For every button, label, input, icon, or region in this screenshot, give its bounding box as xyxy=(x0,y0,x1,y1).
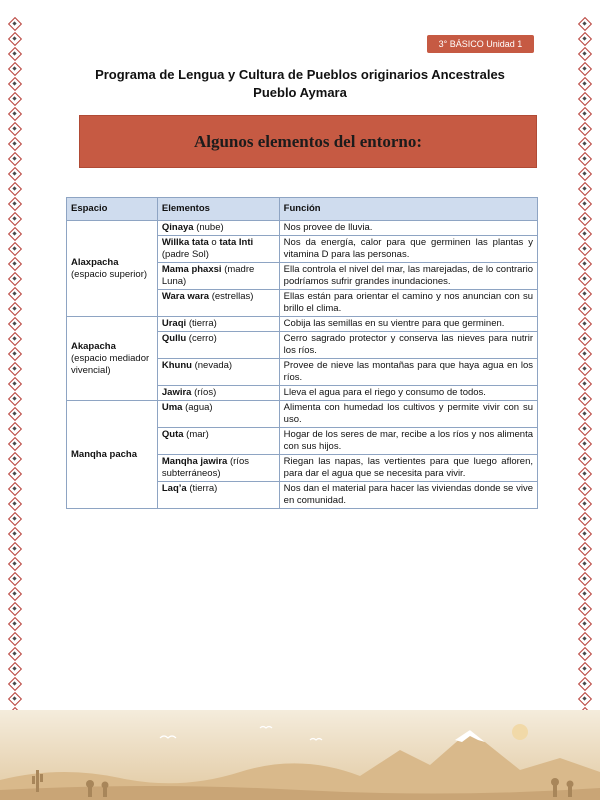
andean-diamond-pattern-icon xyxy=(9,48,21,60)
andean-diamond-pattern-icon xyxy=(579,618,591,630)
element-cell xyxy=(157,428,279,455)
element-gloss: (nube) xyxy=(196,222,224,233)
element-term: Laq’a xyxy=(161,483,187,494)
andean-diamond-pattern-icon xyxy=(9,543,21,555)
andean-diamond-pattern-icon xyxy=(9,678,21,690)
andean-diamond-pattern-icon xyxy=(9,138,21,150)
andean-diamond-pattern-icon xyxy=(579,78,591,90)
element-gloss: (ríos subterráneos) xyxy=(161,456,249,479)
andean-diamond-pattern-icon xyxy=(9,693,21,705)
andean-diamond-pattern-icon xyxy=(9,423,21,435)
andean-diamond-pattern-icon xyxy=(9,453,21,465)
element-gloss: (estrellas) xyxy=(211,291,254,302)
andean-diamond-pattern-icon xyxy=(579,603,591,615)
andean-diamond-pattern-icon xyxy=(579,153,591,165)
andean-diamond-pattern-icon xyxy=(579,633,591,645)
element-cell xyxy=(157,290,279,317)
andean-diamond-pattern-icon xyxy=(9,468,21,480)
andean-diamond-pattern-icon xyxy=(9,303,21,315)
andean-diamond-pattern-icon xyxy=(579,63,591,75)
andean-diamond-pattern-icon xyxy=(9,153,21,165)
element-gloss: (agua) xyxy=(185,402,213,413)
andean-diamond-pattern-icon xyxy=(9,498,21,510)
space-cell xyxy=(67,221,158,317)
element-gloss: (cerro) xyxy=(188,333,217,344)
table-header-row xyxy=(67,198,538,221)
andean-diamond-pattern-icon xyxy=(9,663,21,675)
element-cell xyxy=(157,263,279,290)
andean-diamond-pattern-icon xyxy=(9,258,21,270)
andean-diamond-pattern-icon xyxy=(9,228,21,240)
program-title-line1: Programa de Lengua y Cultura de Pueblos originarios Ancestrales xyxy=(95,67,505,82)
header-function: Función xyxy=(279,198,537,221)
andean-diamond-pattern-icon xyxy=(579,498,591,510)
andean-diamond-pattern-icon xyxy=(579,663,591,675)
space-cell xyxy=(67,401,158,509)
andean-diamond-pattern-icon xyxy=(579,303,591,315)
andean-diamond-pattern-icon xyxy=(9,78,21,90)
element-connector: o xyxy=(211,237,217,248)
space-note: (espacio mediador vivencial) xyxy=(71,352,150,376)
section-title: Algunos elementos del entorno: xyxy=(193,131,423,151)
andean-diamond-pattern-icon xyxy=(9,108,21,120)
andean-diamond-pattern-icon xyxy=(579,138,591,150)
table-row xyxy=(67,317,538,332)
andean-diamond-pattern-icon xyxy=(579,468,591,480)
function-cell: Nos provee de lluvia. xyxy=(279,221,537,236)
element-term: Jawira xyxy=(161,387,192,398)
andean-diamond-pattern-icon xyxy=(9,648,21,660)
andean-diamond-pattern-icon xyxy=(579,243,591,255)
andean-diamond-pattern-icon xyxy=(9,243,21,255)
andean-diamond-pattern-icon xyxy=(579,543,591,555)
andean-landscape-illustration-icon xyxy=(0,710,600,800)
andean-diamond-pattern-icon xyxy=(579,438,591,450)
right-border-pattern xyxy=(574,0,596,763)
andean-diamond-pattern-icon xyxy=(579,573,591,585)
andean-diamond-pattern-icon xyxy=(579,513,591,525)
andean-diamond-pattern-icon xyxy=(579,228,591,240)
andean-diamond-pattern-icon xyxy=(579,558,591,570)
andean-diamond-pattern-icon xyxy=(579,588,591,600)
element-term-alt: tata Inti xyxy=(219,237,254,248)
function-cell: Ella controla el nivel del mar, las marejadas, de lo contrario podríamos sufrir grandes inundaciones. xyxy=(279,263,537,290)
element-term: Uma xyxy=(161,402,183,413)
andean-diamond-pattern-icon xyxy=(579,288,591,300)
andean-diamond-pattern-icon xyxy=(579,393,591,405)
element-cell xyxy=(157,359,279,386)
andean-diamond-pattern-icon xyxy=(579,348,591,360)
function-cell: Riegan las napas, las vertientes para que luego afloren, para dar el agua que se necesita para vivir. xyxy=(279,455,537,482)
andean-diamond-pattern-icon xyxy=(579,93,591,105)
andean-diamond-pattern-icon xyxy=(9,528,21,540)
header-space: Espacio xyxy=(67,198,158,221)
andean-diamond-pattern-icon xyxy=(9,603,21,615)
space-name: Akapacha xyxy=(71,340,116,352)
andean-diamond-pattern-icon xyxy=(9,393,21,405)
element-term: Khunu xyxy=(161,360,192,371)
andean-diamond-pattern-icon xyxy=(9,363,21,375)
table-row xyxy=(67,401,538,428)
andean-diamond-pattern-icon xyxy=(579,183,591,195)
element-term: Wara wara xyxy=(161,291,210,302)
element-term: Qinaya xyxy=(161,222,194,233)
function-cell: Cobija las semillas en su vientre para que germinen. xyxy=(279,317,537,332)
element-term: Manqha jawira xyxy=(161,456,228,467)
andean-diamond-pattern-icon xyxy=(9,318,21,330)
andean-diamond-pattern-icon xyxy=(579,678,591,690)
andean-diamond-pattern-icon xyxy=(579,318,591,330)
andean-diamond-pattern-icon xyxy=(9,483,21,495)
andean-diamond-pattern-icon xyxy=(579,378,591,390)
function-cell: Cerro sagrado protector y conserva las nieves para nutrir los ríos. xyxy=(279,332,537,359)
andean-diamond-pattern-icon xyxy=(9,348,21,360)
andean-diamond-pattern-icon xyxy=(9,168,21,180)
andean-diamond-pattern-icon xyxy=(579,33,591,45)
program-title xyxy=(60,66,540,102)
function-cell: Provee de nieve las montañas para que haya agua en los ríos. xyxy=(279,359,537,386)
andean-diamond-pattern-icon xyxy=(579,528,591,540)
andean-diamond-pattern-icon xyxy=(9,93,21,105)
andean-diamond-pattern-icon xyxy=(579,453,591,465)
andean-diamond-pattern-icon xyxy=(579,333,591,345)
andean-diamond-pattern-icon xyxy=(579,408,591,420)
elements-table xyxy=(66,197,538,509)
element-cell xyxy=(157,236,279,263)
element-cell xyxy=(157,455,279,482)
element-gloss: (tierra) xyxy=(188,318,217,329)
element-gloss: (madre Luna) xyxy=(161,264,255,287)
andean-diamond-pattern-icon xyxy=(9,33,21,45)
space-name: Manqha pacha xyxy=(71,448,137,460)
space-cell xyxy=(67,317,158,401)
andean-diamond-pattern-icon xyxy=(9,18,21,30)
andean-diamond-pattern-icon xyxy=(9,408,21,420)
function-cell: Nos da energía, calor para que germinen las plantas y vitamina D para las personas. xyxy=(279,236,537,263)
andean-diamond-pattern-icon xyxy=(579,693,591,705)
andean-diamond-pattern-icon xyxy=(9,558,21,570)
function-cell: Ellas están para orientar el camino y nos anuncian con su brillo el clima. xyxy=(279,290,537,317)
table-row xyxy=(67,221,538,236)
andean-diamond-pattern-icon xyxy=(579,108,591,120)
andean-diamond-pattern-icon xyxy=(579,198,591,210)
element-gloss: (ríos) xyxy=(194,387,217,398)
table-body xyxy=(67,221,538,509)
andean-diamond-pattern-icon xyxy=(9,333,21,345)
section-banner xyxy=(79,115,537,168)
andean-diamond-pattern-icon xyxy=(579,363,591,375)
andean-diamond-pattern-icon xyxy=(9,513,21,525)
function-cell: Alimenta con humedad los cultivos y permite vivir con su uso. xyxy=(279,401,537,428)
left-border-pattern xyxy=(4,0,26,763)
andean-diamond-pattern-icon xyxy=(9,198,21,210)
element-term: Mama phaxsi xyxy=(161,264,222,275)
andean-diamond-pattern-icon xyxy=(9,618,21,630)
space-name: Alaxpacha xyxy=(71,256,119,268)
grade-unit-badge: 3° BÁSICO Unidad 1 xyxy=(427,35,534,53)
andean-diamond-pattern-icon xyxy=(9,63,21,75)
element-cell xyxy=(157,386,279,401)
andean-diamond-pattern-icon xyxy=(9,633,21,645)
program-title-line2: Pueblo Aymara xyxy=(253,85,347,100)
andean-diamond-pattern-icon xyxy=(579,123,591,135)
function-cell: Hogar de los seres de mar, recibe a los ríos y nos alimenta con sus hijos. xyxy=(279,428,537,455)
andean-diamond-pattern-icon xyxy=(9,588,21,600)
element-gloss: (nevada) xyxy=(194,360,233,371)
andean-diamond-pattern-icon xyxy=(9,438,21,450)
element-term: Willka tata xyxy=(161,237,209,248)
andean-diamond-pattern-icon xyxy=(9,123,21,135)
andean-diamond-pattern-icon xyxy=(579,18,591,30)
element-cell xyxy=(157,482,279,509)
andean-diamond-pattern-icon xyxy=(579,48,591,60)
andean-diamond-pattern-icon xyxy=(9,288,21,300)
element-cell xyxy=(157,401,279,428)
andean-diamond-pattern-icon xyxy=(579,423,591,435)
space-note: (espacio superior) xyxy=(71,268,148,280)
andean-diamond-pattern-icon xyxy=(9,183,21,195)
header-elements: Elementos xyxy=(157,198,279,221)
function-cell: Nos dan el material para hacer las viviendas donde se vive en comunidad. xyxy=(279,482,537,509)
element-cell xyxy=(157,317,279,332)
element-cell xyxy=(157,332,279,359)
andean-diamond-pattern-icon xyxy=(579,483,591,495)
element-cell xyxy=(157,221,279,236)
element-term: Quta xyxy=(161,429,184,440)
andean-diamond-pattern-icon xyxy=(579,258,591,270)
andean-diamond-pattern-icon xyxy=(9,573,21,585)
andean-diamond-pattern-icon xyxy=(579,168,591,180)
function-cell: Lleva el agua para el riego y consumo de todos. xyxy=(279,386,537,401)
element-term: Qullu xyxy=(161,333,187,344)
andean-diamond-pattern-icon xyxy=(579,648,591,660)
element-gloss: (tierra) xyxy=(189,483,218,494)
andean-diamond-pattern-icon xyxy=(579,273,591,285)
element-term: Uraqi xyxy=(161,318,187,329)
andean-diamond-pattern-icon xyxy=(9,378,21,390)
element-gloss: (mar) xyxy=(186,429,209,440)
andean-diamond-pattern-icon xyxy=(9,273,21,285)
andean-diamond-pattern-icon xyxy=(9,213,21,225)
element-gloss: (padre Sol) xyxy=(161,249,209,260)
andean-diamond-pattern-icon xyxy=(579,213,591,225)
